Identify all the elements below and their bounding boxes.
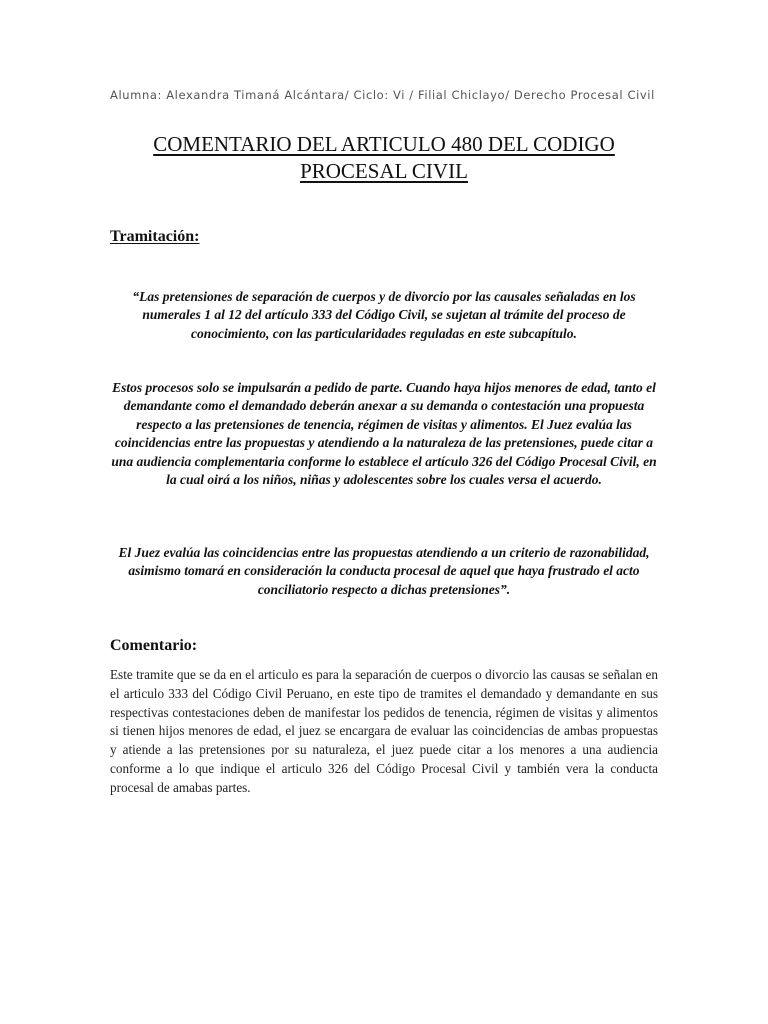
quoted-article-paragraph: El Juez evalúa las coincidencias entre las propuestas atendiendo a un criterio de razonabilidad, asimismo tomará en consideración la conducta procesal de aquel que haya frustrado el acto conciliatorio respecto a dichas pretensiones”. [118, 545, 650, 597]
section-heading-comentario: Comentario: [110, 637, 198, 654]
document-title: COMENTARIO DEL ARTICULO 480 DEL CODIGO PROCESAL CIVIL [153, 132, 615, 183]
commentary-body: Este tramite que se da en el articulo es para la separación de cuerpos o divorcio las causas se señalan en el articulo 333 del Código Civil Peruano, en este tipo de tramites el demandado y demandante en sus respectivas contestaciones deben de manifestar los pedidos de tenencia, régimen de visitas y alimentos si tienen hijos menores de edad, el juez se encargara de evaluar las coincidencias de ambas propuestas y atiende a las pretensiones por su naturaleza, el juez puede citar a los menores a una audiencia conforme a lo que indique el articulo 326 del Código Procesal Civil y también vera la conducta procesal de amabas partes. [110, 667, 658, 795]
author-header: Alumna: Alexandra Timaná Alcántara/ Ciclo: Vi / Filial Chiclayo/ Derecho Procesal Civil [110, 88, 655, 102]
quoted-article-paragraph: Estos procesos solo se impulsarán a pedido de parte. Cuando haya hijos menores de edad, tanto el demandante como el demandado deberán anexar a su demanda o contestación una propuesta respecto a las pretensiones de tenencia, régimen de visitas y alimentos. El Juez evalúa las coincidencias entre las propuestas y atendiendo a la naturaleza de las pretensiones, puede citar a una audiencia complementaria conforme lo establece el artículo 326 del Código Procesal Civil, en la cual oirá a los niños, niñas y adolescentes sobre los cuales versa el acuerdo. [111, 380, 657, 488]
quoted-article-paragraph: “Las pretensiones de separación de cuerpos y de divorcio por las causales señaladas en los numerales 1 al 12 del artículo 333 del Código Civil, se sujetan al trámite del proceso de conocimiento, con las particularidades reguladas en este subcapítulo. [132, 289, 636, 341]
section-heading-tramitacion: Tramitación: [110, 228, 200, 245]
